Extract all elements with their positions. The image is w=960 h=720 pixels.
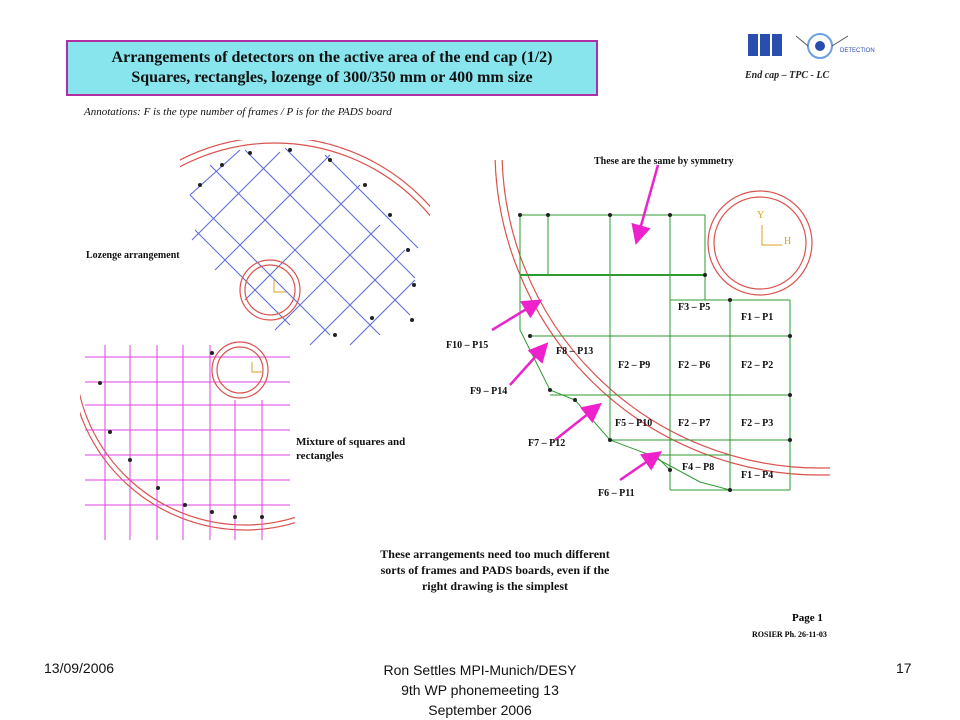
title-line-2: Squares, rectangles, lozenge of 300/350 mm or 400 mm size	[131, 69, 533, 86]
mixture-label-line2: rectangles	[296, 450, 344, 462]
cell-f1-p4: F1 – P4	[741, 470, 774, 481]
callout-f7-p12: F7 – P12	[528, 438, 566, 449]
lozenge-arrangement	[67, 137, 483, 553]
page-label: Page 1	[792, 612, 823, 624]
footer-center-line3: September 2006	[428, 702, 532, 718]
callout-f9-p14: F9 – P14	[470, 386, 508, 397]
rosier-label: ROSIER Ph. 26-11-03	[752, 630, 827, 639]
axis-h-label: H	[784, 236, 792, 247]
cell-f3-p5: F3 – P5	[678, 302, 711, 313]
cell-f2-p7: F2 – P7	[678, 418, 711, 429]
cell-f4-p8: F4 – P8	[682, 462, 715, 473]
cell-f2-p2: F2 – P2	[741, 360, 774, 371]
cell-f8-p13: F8 – P13	[556, 346, 594, 357]
cell-f5-p10: F5 – P10	[615, 418, 653, 429]
cell-f2-p3: F2 – P3	[741, 418, 774, 429]
cell-f2-p9: F2 – P9	[618, 360, 651, 371]
svg-text:DETECTION: DETECTION	[840, 48, 875, 54]
symmetry-label: These are the same by symmetry	[594, 156, 734, 167]
squares-arrangement	[70, 180, 420, 540]
note-line-1: These arrangements need too much different	[380, 547, 610, 561]
footer-center-line1: Ron Settles MPI-Munich/DESY	[383, 662, 577, 678]
callout-f6-p11: F6 – P11	[598, 488, 635, 499]
cell-f2-p6: F2 – P6	[678, 360, 711, 371]
annotation-text: Annotations: F is the type number of frames / P is for the PADS board	[84, 106, 392, 118]
footer-date: 13/09/2006	[44, 660, 115, 676]
callout-f10-p15: F10 – P15	[446, 340, 489, 351]
note-line-2: sorts of frames and PADS boards, even if the	[380, 563, 610, 577]
conclusion-note	[330, 546, 660, 594]
cell-f1-p1: F1 – P1	[741, 312, 774, 323]
lozenge-label: Lozenge arrangement	[86, 250, 180, 261]
axis-y-label: Y	[757, 210, 765, 221]
title-line-1: Arrangements of detectors on the active area of the end cap (1/2)	[111, 49, 553, 66]
rectangle-arrangement	[495, 0, 960, 492]
footer-page-number: 17	[896, 660, 912, 676]
mixture-label-line1: Mixture of squares and	[296, 436, 406, 448]
note-line-3: right drawing is the simplest	[421, 579, 568, 593]
logo-subtitle: End cap – TPC - LC	[745, 70, 830, 81]
footer-center-line2: 9th WP phonemeeting 13	[401, 682, 559, 698]
footer-center	[320, 660, 640, 720]
